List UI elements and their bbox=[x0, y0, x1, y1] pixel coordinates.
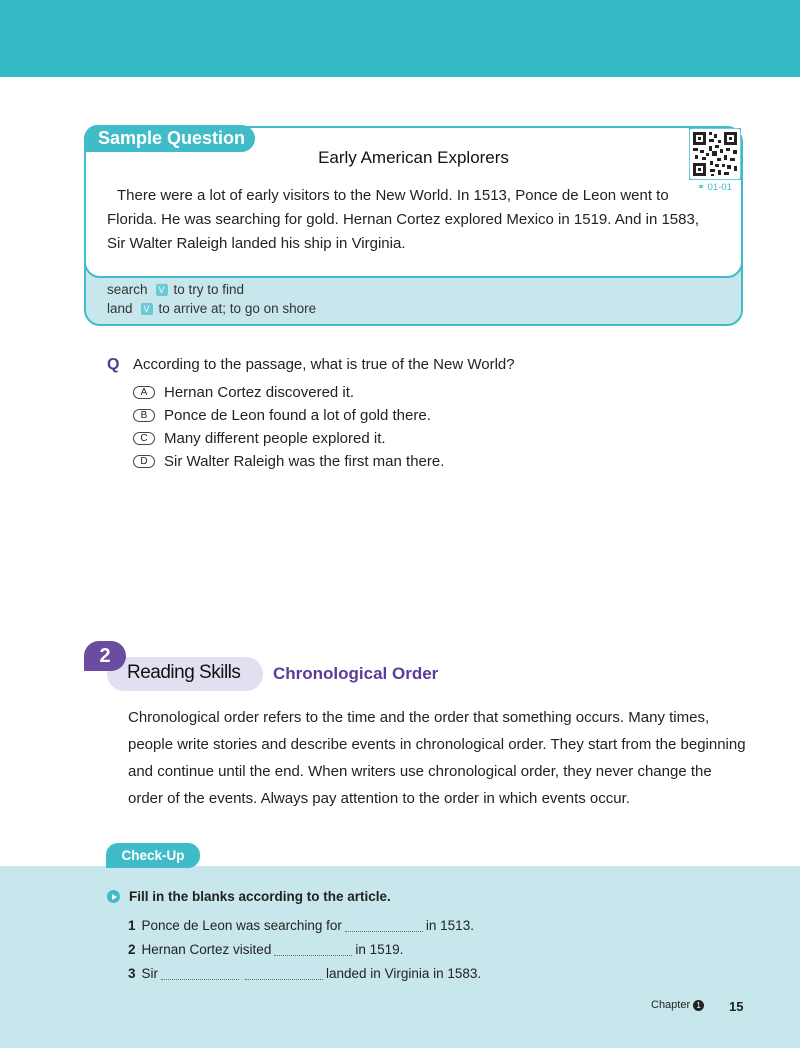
choice-d[interactable] bbox=[133, 450, 444, 473]
choice-text: Hernan Cortez discovered it. bbox=[164, 384, 355, 401]
passage-text: There were a lot of early visitors to the New World. In 1513, Ponce de Leon went to Florida. He was searching for gold. Hernan Cortez explored Mexico in 1519. And in 1583, Sir Walter Raleigh landed his ship in Virginia. bbox=[107, 187, 699, 252]
sample-question-tab: Sample Question bbox=[84, 125, 255, 152]
item-text-after: in 1513. bbox=[425, 917, 474, 933]
choice-text: Many different people explored it. bbox=[164, 430, 386, 447]
verb-badge: V bbox=[141, 303, 153, 315]
audio-track-label[interactable] bbox=[697, 182, 732, 193]
section-number-badge: 2 bbox=[84, 641, 126, 671]
checkup-instruction bbox=[107, 889, 391, 904]
checkup-tab: Check-Up bbox=[106, 843, 200, 868]
vocab-item bbox=[107, 280, 316, 299]
header-band bbox=[0, 0, 800, 77]
item-text-before: Ponce de Leon was searching for bbox=[141, 917, 342, 933]
item-text-before: Sir bbox=[141, 965, 159, 981]
vocab-item bbox=[107, 299, 316, 318]
question-text: According to the passage, what is true of the New World? bbox=[133, 356, 515, 373]
qr-code-icon[interactable] bbox=[689, 128, 741, 180]
fill-item bbox=[128, 913, 481, 937]
page-number: 15 bbox=[729, 999, 744, 1014]
headphones-icon: ⚭ bbox=[697, 182, 705, 193]
item-number: 1 bbox=[128, 917, 136, 933]
vocab-definition: to arrive at; to go on shore bbox=[158, 301, 317, 316]
audio-track-number: 01-01 bbox=[707, 182, 732, 193]
vocab-definition: to try to find bbox=[173, 282, 245, 297]
vocab-word: search bbox=[107, 282, 148, 297]
choice-letter: B bbox=[133, 409, 155, 422]
verb-badge: V bbox=[156, 284, 168, 296]
item-number: 2 bbox=[128, 941, 136, 957]
choice-b[interactable] bbox=[133, 404, 444, 427]
fill-in-list bbox=[128, 913, 481, 985]
section-subtitle: Chronological Order bbox=[273, 664, 439, 683]
fill-item bbox=[128, 961, 481, 985]
section-body: Chronological order refers to the time and the order that something occurs. Many times, people write stories and describe events in chronological order. They start from the beginning and continue until the end. When writers use chronological order, they never change the order of the events. Always pay attention to the order in which events occur. bbox=[128, 709, 746, 807]
question-label: Q bbox=[107, 356, 120, 373]
instruction-text: Fill in the blanks according to the article. bbox=[129, 889, 391, 904]
chapter-text: Chapter bbox=[651, 999, 691, 1011]
item-text-after: landed in Virginia in 1583. bbox=[326, 965, 482, 981]
item-text-after: in 1519. bbox=[355, 941, 404, 957]
vocab-word: land bbox=[107, 301, 133, 316]
answer-choices bbox=[133, 381, 444, 473]
chapter-label bbox=[651, 999, 704, 1011]
choice-letter: A bbox=[133, 386, 155, 399]
blank-field[interactable] bbox=[345, 918, 423, 932]
blank-field[interactable] bbox=[274, 942, 352, 956]
choice-text: Ponce de Leon found a lot of gold there. bbox=[164, 407, 431, 424]
choice-c[interactable] bbox=[133, 427, 444, 450]
section-title: Reading Skills bbox=[127, 662, 241, 683]
play-icon bbox=[107, 890, 120, 903]
blank-field[interactable] bbox=[245, 966, 323, 980]
choice-letter: C bbox=[133, 432, 155, 445]
choice-text: Sir Walter Raleigh was the first man there. bbox=[164, 453, 445, 470]
chapter-number-badge: 1 bbox=[693, 1000, 704, 1011]
choice-letter: D bbox=[133, 455, 155, 468]
vocabulary-list bbox=[107, 280, 316, 318]
item-text-before: Hernan Cortez visited bbox=[141, 941, 272, 957]
blank-field[interactable] bbox=[161, 966, 239, 980]
item-number: 3 bbox=[128, 965, 136, 981]
passage-title: Early American Explorers bbox=[318, 148, 509, 167]
fill-item bbox=[128, 937, 481, 961]
choice-a[interactable] bbox=[133, 381, 444, 404]
